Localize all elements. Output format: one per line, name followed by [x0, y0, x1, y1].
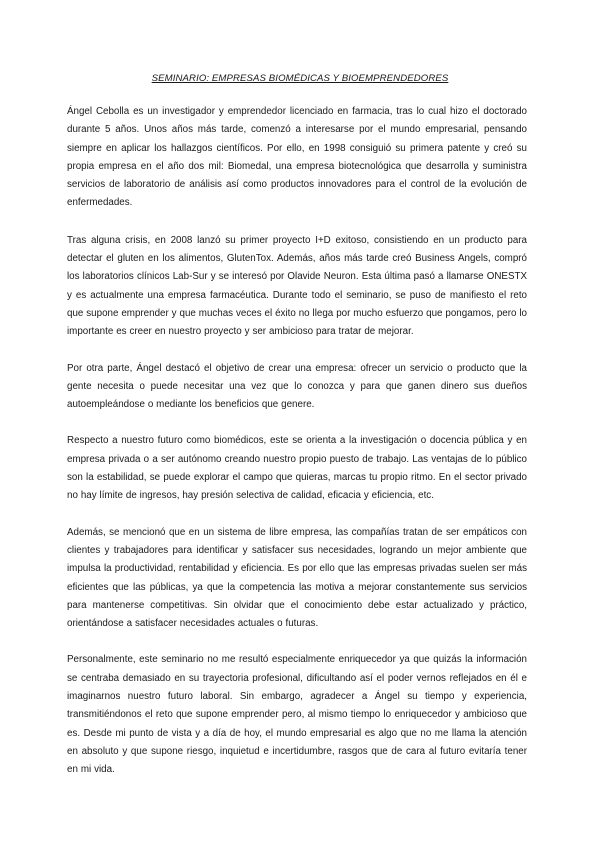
paragraph-biomedical-future: Respecto a nuestro futuro como biomédicos, este se orienta a la investigación o docencia pública y en empresa privada o a ser autónomo creando nuestro propio puesto de trabajo. Las ventajas de lo público son la estabilidad, se puede explorar el campo que quieras, marcas tu propio ritmo. En el sector privado no hay límite de ingresos, hay presión selectiva de calidad, eficacia y eficiencia, etc. — [67, 435, 527, 502]
paragraph-free-enterprise: Además, se mencionó que en un sistema de libre empresa, las compañías tratan de ser empáticos con clientes y trabajadores para identificar y satisfacer sus necesidades, logrando un mejor ambiente que impulsa la productividad, rentabilidad y eficiencia. Es por ello que las empresas privadas suelen ser más eficientes que las públicas, ya que la competencia las motiva a mejorar constantemente sus servicios para mantenerse competitivas. Sin olvidar que el conocimiento debe estar actualizado y práctico, orientándose a satisfacer necesidades actuales o futuras. — [67, 526, 527, 630]
paragraph-personal-opinion: Personalmente, este seminario no me resultó especialmente enriquecedor ya que quizás la información se centraba demasiado en su trayectoria profesional, dificultando así el poder vernos reflejados en él e imaginarnos nuestro futuro laboral. Sin embargo, agradecer a Ángel su tiempo y experiencia, transmitiéndonos el reto que supone emprender pero, al mismo tiempo lo enriquecedor y ambicioso que es. Desde mi punto de vista y a día de hoy, el mundo empresarial es algo que no me llama la atención en absoluto y que supone riesgo, inquietud e incertidumbre, rasgos que de cara al futuro evitaría tener en mi vida. — [67, 654, 527, 776]
document-body — [67, 103, 527, 798]
paragraph-company-objective: Por otra parte, Ángel destacó el objetivo de crear una empresa: ofrecer un servicio o producto que la gente necesita o puede necesitar una vez que lo conozca y para que ganen dinero sus dueños autoempleándose o mediante los beneficios que genere. — [67, 362, 527, 411]
document-title: SEMINARIO: EMPRESAS BIOMÉDICAS Y BIOEMPRENDEDORES — [151, 73, 449, 84]
paragraph-biography: Ángel Cebolla es un investigador y emprendedor licenciado en farmacia, tras lo cual hizo el doctorado durante 5 años. Unos años más tarde, comenzó a interesarse por el mundo empresarial, pensando siempre en aplicar los hallazgos científicos. Por ello, en 1998 consiguió su primera patente y creó su propia empresa en el año dos mil: Biomedal, una empresa biotecnológica que desarrolla y suministra servicios de laboratorio de análisis así como productos innovadores para el control de la evolución de enfermedades. — [67, 106, 527, 209]
paragraph-projects: Tras alguna crisis, en 2008 lanzó su primer proyecto I+D exitoso, consistiendo en un producto para detectar el gluten en los alimentos, GlutenTox. Además, años más tarde creó Business Angels, compró los laboratorios clínicos Lab-Sur y se interesó por Olavide Neuron. Esta última pasó a llamarse ONESTX y es actualmente una empresa farmacéutica. Durante todo el seminario, se puso de manifiesto el reto que supone emprender y que muchas veces el éxito no llega por mucho esfuerzo que pongamos, pero lo importante es creer en nuestro proyecto y ser ambicioso para tratar de mejorar. — [67, 234, 527, 338]
